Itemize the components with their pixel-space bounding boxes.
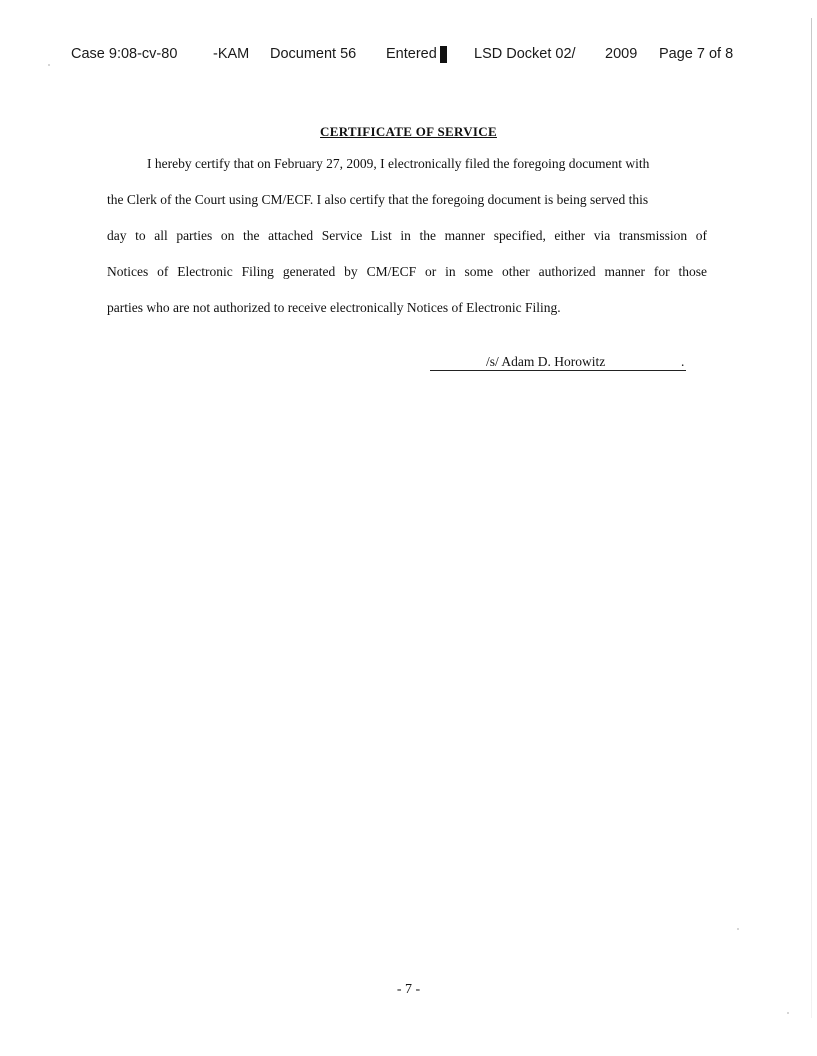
header-case-number: Case 9:08-cv-80	[71, 46, 178, 62]
redaction-mark	[440, 46, 447, 63]
page-number: - 7 -	[396, 982, 421, 997]
header-docket-date: LSD Docket 02/	[474, 46, 576, 62]
certificate-line: parties who are not authorized to receive electronically Notices of Electronic Filing.	[107, 300, 561, 315]
signature-period: .	[681, 354, 685, 369]
header-document-number: Document 56	[270, 46, 357, 62]
certificate-line: day to all parties on the attached Service List in the manner specified, either via transmission of	[107, 228, 707, 243]
signature-block	[430, 354, 686, 370]
header-entered: Entered	[386, 46, 437, 62]
scan-speck	[48, 64, 50, 66]
certificate-line: Notices of Electronic Filing generated by CM/ECF or in some other authorized manner for those	[107, 264, 707, 279]
header-judge-initials: -KAM	[213, 46, 250, 62]
certificate-line: I hereby certify that on February 27, 2009, I electronically filed the foregoing document with	[147, 156, 650, 171]
signature-line	[430, 370, 686, 371]
scan-speck	[787, 1012, 789, 1014]
certificate-title: CERTIFICATE OF SERVICE	[320, 124, 497, 139]
signature-name: /s/ Adam D. Horowitz	[486, 354, 606, 369]
scan-speck	[737, 928, 739, 930]
header-year: 2009	[605, 46, 638, 62]
certificate-line: the Clerk of the Court using CM/ECF. I also certify that the foregoing document is being served this	[107, 192, 649, 207]
scan-edge	[811, 18, 812, 1018]
header-page-count: Page 7 of 8	[659, 46, 734, 62]
